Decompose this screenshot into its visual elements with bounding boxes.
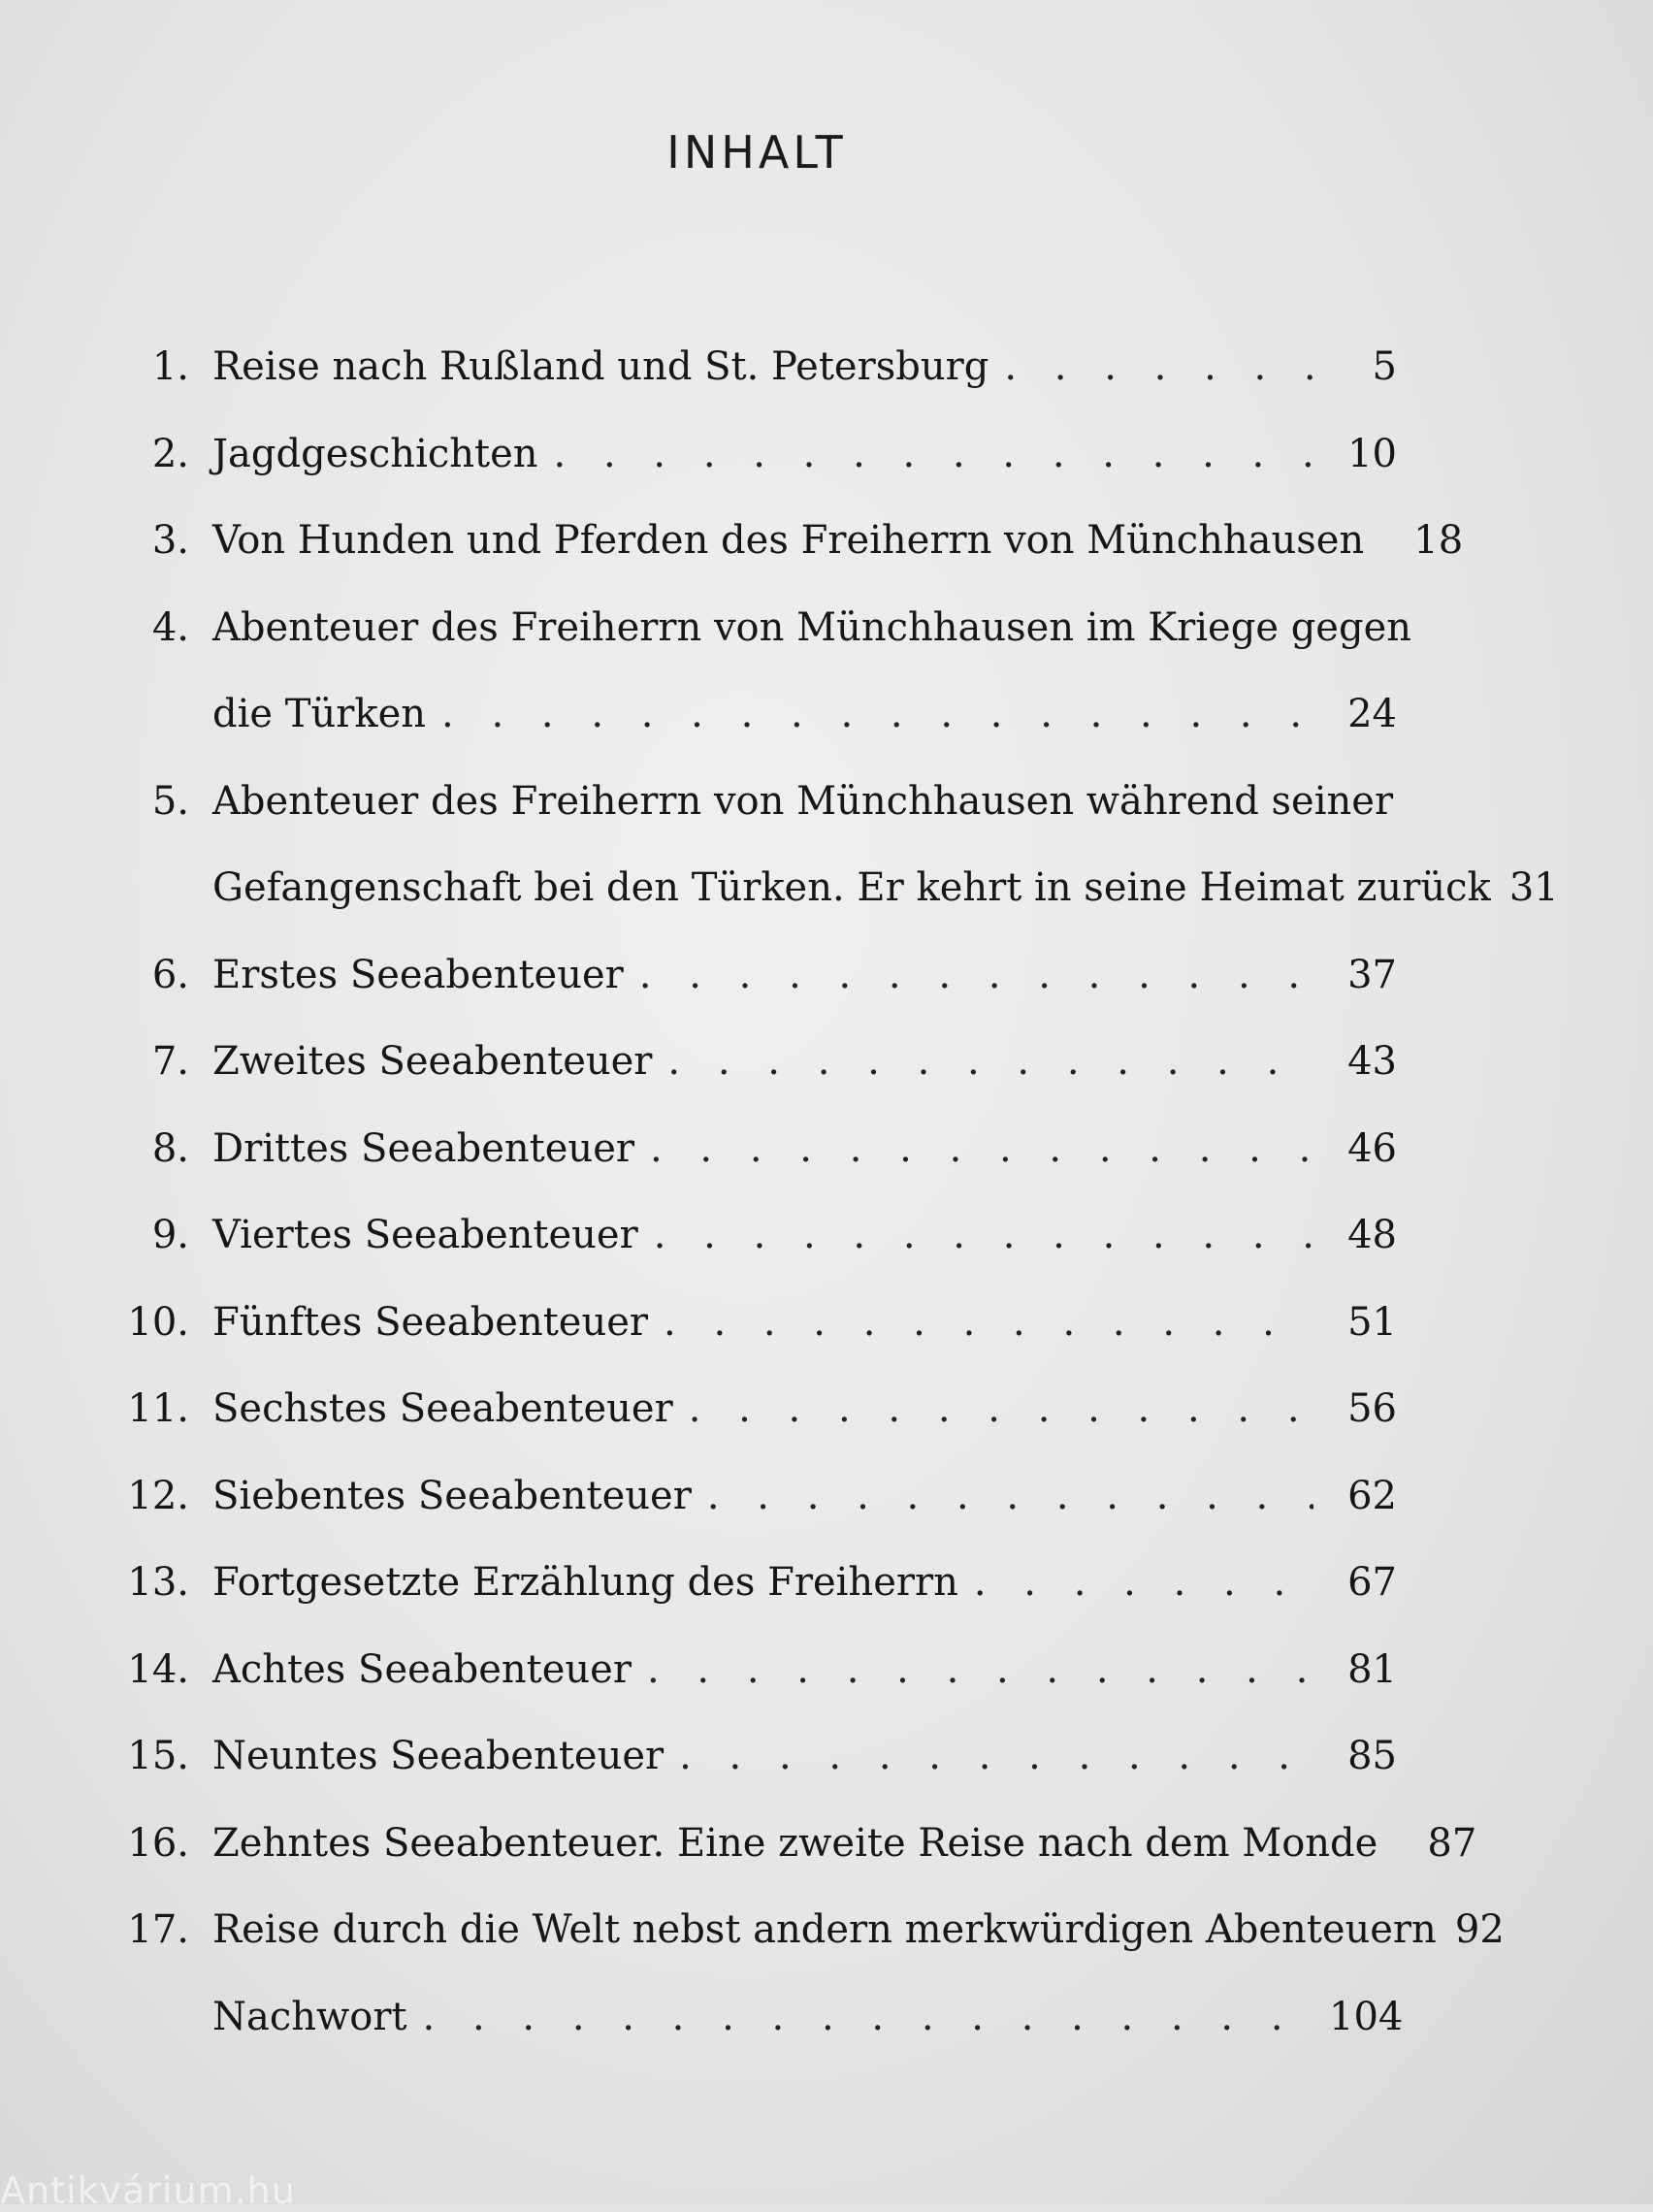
entry-number: 6. bbox=[151, 952, 189, 997]
entry-number: 7. bbox=[151, 1039, 189, 1084]
table-of-contents bbox=[107, 344, 1559, 2081]
toc-entry bbox=[107, 1300, 1397, 1387]
entry-title: Drittes Seeabenteuer bbox=[212, 1125, 634, 1171]
entry-number: 15. bbox=[127, 1734, 189, 1778]
toc-entry-continuation bbox=[107, 692, 1397, 779]
toc-entry bbox=[107, 1213, 1397, 1300]
entry-number: 14. bbox=[127, 1646, 189, 1692]
entry-page: 5 bbox=[1372, 344, 1397, 389]
toc-entry bbox=[107, 779, 1397, 866]
entry-title: Abenteuer des Freiherrn von Münchhausen im Kriege gegen bbox=[212, 604, 1412, 650]
entry-page: 10 bbox=[1347, 431, 1397, 476]
dot-leader bbox=[647, 1647, 1313, 1692]
toc-entry bbox=[107, 344, 1397, 432]
toc-entry bbox=[107, 518, 1464, 605]
entry-page: 51 bbox=[1347, 1299, 1397, 1345]
entry-title: Sechstes Seeabenteuer bbox=[212, 1386, 673, 1431]
toc-entry bbox=[107, 1039, 1397, 1126]
toc-entry bbox=[107, 1994, 1404, 2082]
entry-page: 104 bbox=[1329, 1994, 1404, 2039]
entry-title: Reise nach Rußland und St. Petersburg bbox=[212, 344, 989, 389]
entry-title: Gefangenschaft bei den Türken. Er kehrt in seine Heimat zurück bbox=[212, 865, 1491, 910]
entry-number: 12. bbox=[127, 1473, 189, 1518]
dot-leader bbox=[974, 1560, 1313, 1605]
entry-number: 3. bbox=[151, 518, 189, 563]
toc-entry bbox=[107, 1907, 1505, 1995]
toc-entry bbox=[107, 953, 1397, 1040]
toc-entry bbox=[107, 1560, 1397, 1647]
dot-leader bbox=[441, 692, 1313, 736]
entry-number: 8. bbox=[151, 1125, 189, 1171]
entry-number: 10. bbox=[127, 1299, 189, 1345]
entry-page: 24 bbox=[1347, 692, 1397, 736]
toc-entry bbox=[107, 1820, 1477, 1908]
entry-number: 4. bbox=[151, 604, 189, 650]
toc-entry bbox=[107, 1647, 1397, 1735]
entry-title: Abenteuer des Freiherrn von Münchhausen während seiner bbox=[212, 778, 1394, 824]
toc-entry bbox=[107, 1126, 1397, 1214]
entry-title: Zweites Seeabenteuer bbox=[212, 1039, 653, 1084]
entry-page: 31 bbox=[1508, 865, 1559, 910]
entry-page: 43 bbox=[1347, 1039, 1397, 1084]
dot-leader bbox=[1004, 344, 1313, 389]
toc-entry bbox=[107, 604, 1412, 693]
entry-number: 9. bbox=[151, 1213, 189, 1257]
entry-title: Von Hunden und Pferden des Freiherrn von Münchhausen bbox=[212, 518, 1365, 563]
dot-leader bbox=[639, 953, 1313, 997]
entry-number: 5. bbox=[151, 778, 189, 824]
entry-page: 67 bbox=[1347, 1560, 1397, 1605]
entry-title: Erstes Seeabenteuer bbox=[212, 952, 624, 997]
entry-title: Fünftes Seeabenteuer bbox=[212, 1299, 649, 1345]
entry-title: Viertes Seeabenteuer bbox=[212, 1213, 638, 1257]
watermark: Antikvárium.hu bbox=[0, 2169, 296, 2212]
entry-page: 81 bbox=[1347, 1646, 1397, 1692]
entry-title: Siebentes Seeabenteuer bbox=[212, 1473, 692, 1518]
entry-title: Zehntes Seeabenteuer. Eine zweite Reise nach dem Monde bbox=[212, 1820, 1378, 1866]
dot-leader bbox=[423, 1995, 1313, 2039]
entry-page: 92 bbox=[1454, 1907, 1505, 1952]
toc-entry bbox=[107, 1386, 1397, 1474]
entry-page: 46 bbox=[1347, 1125, 1397, 1171]
entry-page: 48 bbox=[1347, 1213, 1397, 1257]
entry-title: Achtes Seeabenteuer bbox=[212, 1646, 632, 1692]
entry-page: 87 bbox=[1427, 1820, 1477, 1866]
entry-title: Nachwort bbox=[212, 1994, 407, 2039]
entry-page: 62 bbox=[1347, 1473, 1397, 1518]
entry-number: 13. bbox=[127, 1560, 189, 1605]
entry-number: 11. bbox=[127, 1386, 189, 1431]
entry-number: 16. bbox=[127, 1820, 189, 1866]
dot-leader bbox=[689, 1386, 1313, 1431]
entry-title: Fortgesetzte Erzählung des Freiherrn bbox=[212, 1560, 958, 1605]
dot-leader bbox=[679, 1734, 1313, 1778]
entry-number: 1. bbox=[151, 344, 189, 389]
dot-leader bbox=[707, 1474, 1313, 1518]
dot-leader bbox=[554, 432, 1313, 476]
toc-entry-continuation bbox=[107, 865, 1559, 953]
entry-page: 85 bbox=[1347, 1734, 1397, 1778]
entry-number: 17. bbox=[127, 1907, 189, 1952]
entry-title: Neuntes Seeabenteuer bbox=[212, 1734, 664, 1778]
entry-title: die Türken bbox=[212, 692, 427, 736]
dot-leader bbox=[654, 1213, 1313, 1257]
dot-leader bbox=[667, 1039, 1313, 1084]
toc-entry bbox=[107, 1474, 1397, 1561]
entry-title: Jagdgeschichten bbox=[212, 431, 538, 476]
dot-leader bbox=[650, 1126, 1313, 1171]
entry-number: 2. bbox=[151, 431, 189, 476]
entry-title: Reise durch die Welt nebst andern merkwürdigen Abenteuern bbox=[212, 1907, 1437, 1952]
page-title: INHALT bbox=[666, 126, 847, 179]
toc-entry bbox=[107, 432, 1397, 519]
entry-page: 56 bbox=[1347, 1386, 1397, 1431]
dot-leader bbox=[664, 1300, 1313, 1345]
toc-entry bbox=[107, 1734, 1397, 1821]
entry-page: 37 bbox=[1347, 952, 1397, 997]
entry-page: 18 bbox=[1413, 518, 1464, 563]
